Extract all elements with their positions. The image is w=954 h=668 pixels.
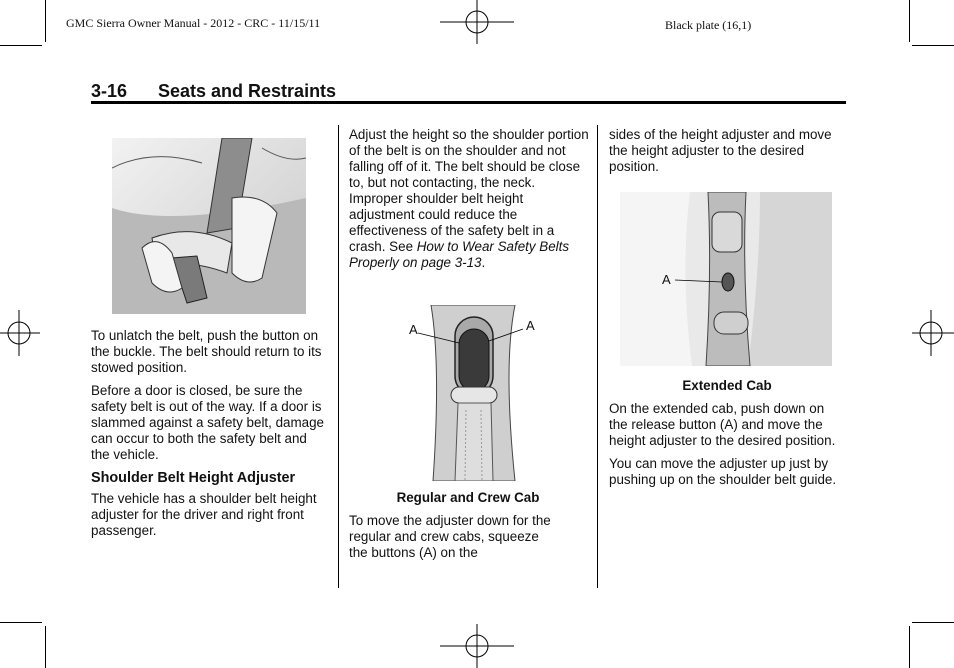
figure-label-a-extended: A <box>662 272 671 287</box>
column-3-top <box>609 127 845 182</box>
column-1 <box>91 328 327 546</box>
column-2-top <box>349 127 589 278</box>
section-rule <box>91 101 846 104</box>
crop-mark-top-left-v <box>45 0 46 42</box>
paragraph-extended-cab: On the extended cab, push down on the release button (A) and move the height adjuster to the desired position. <box>609 401 836 448</box>
paragraph-adjust-height-text: Adjust the height so the shoulder portion of the belt is on the shoulder and not falling off of it. The belt should be close to, but not contacting, the neck. Improper shoulder belt height adjustment could reduce the effectiveness of the safety belt in a crash. See <box>349 127 589 254</box>
registration-mark-left <box>0 310 42 356</box>
registration-mark-bottom <box>440 622 516 668</box>
extended-cab-adjuster-illustration <box>620 192 832 366</box>
crop-mark-top-right-v <box>909 0 910 42</box>
column-2-bottom <box>349 513 559 568</box>
subheading-height-adjuster: Shoulder Belt Height Adjuster <box>91 470 296 486</box>
figure-label-a-right: A <box>526 318 535 333</box>
figure-label-a-left: A <box>409 322 418 337</box>
column-separator-1 <box>338 125 339 588</box>
buckle-illustration <box>112 138 306 314</box>
paragraph-adjuster-intro: The vehicle has a shoulder belt height adjuster for the driver and right front passenger. <box>91 491 317 538</box>
crop-mark-bottom-left-h <box>0 622 42 623</box>
paragraph-move-up: You can move the adjuster up just by pushing up on the shoulder belt guide. <box>609 456 837 487</box>
crop-mark-bottom-left-v <box>45 626 46 668</box>
registration-mark-right <box>912 310 954 356</box>
caption-regular-crew-cab: Regular and Crew Cab <box>396 490 540 505</box>
paragraph-adjust-height-end: . <box>481 255 486 270</box>
plate-label: Black plate (16,1) <box>665 18 752 32</box>
caption-extended-cab: Extended Cab <box>682 378 772 393</box>
registration-mark-top <box>440 0 516 46</box>
paragraph-door: Before a door is closed, be sure the safety belt is out of the way. If a door is slammed against a safety belt, damage can occur to both the safety belt and the vehicle. <box>91 383 324 462</box>
paragraph-sides: sides of the height adjuster and move the height adjuster to the desired position. <box>609 127 832 174</box>
paragraph-move-down: To move the adjuster down for the regular and crew cabs, squeeze the buttons (A) on the <box>349 513 551 560</box>
section-title: Seats and Restraints <box>158 81 337 101</box>
crop-mark-top-right-h <box>912 45 954 46</box>
crop-mark-top-left-h <box>0 45 42 46</box>
crop-mark-bottom-right-v <box>909 626 910 668</box>
regular-crew-cab-adjuster-illustration <box>403 305 543 481</box>
paragraph-adjust-height <box>349 127 589 271</box>
cross-reference-link[interactable]: How to Wear Safety Belts Properly on page 3-13 <box>349 239 570 270</box>
paragraph-unlatch: To unlatch the belt, push the button on the buckle. The belt should return to its stowed position. <box>91 328 322 375</box>
column-3-bottom <box>609 401 845 495</box>
crop-mark-bottom-right-h <box>912 622 954 623</box>
column-separator-2 <box>597 125 598 588</box>
document-title: GMC Sierra Owner Manual - 2012 - CRC - 11/15/11 <box>66 16 321 30</box>
page-number: 3-16 <box>91 81 128 101</box>
